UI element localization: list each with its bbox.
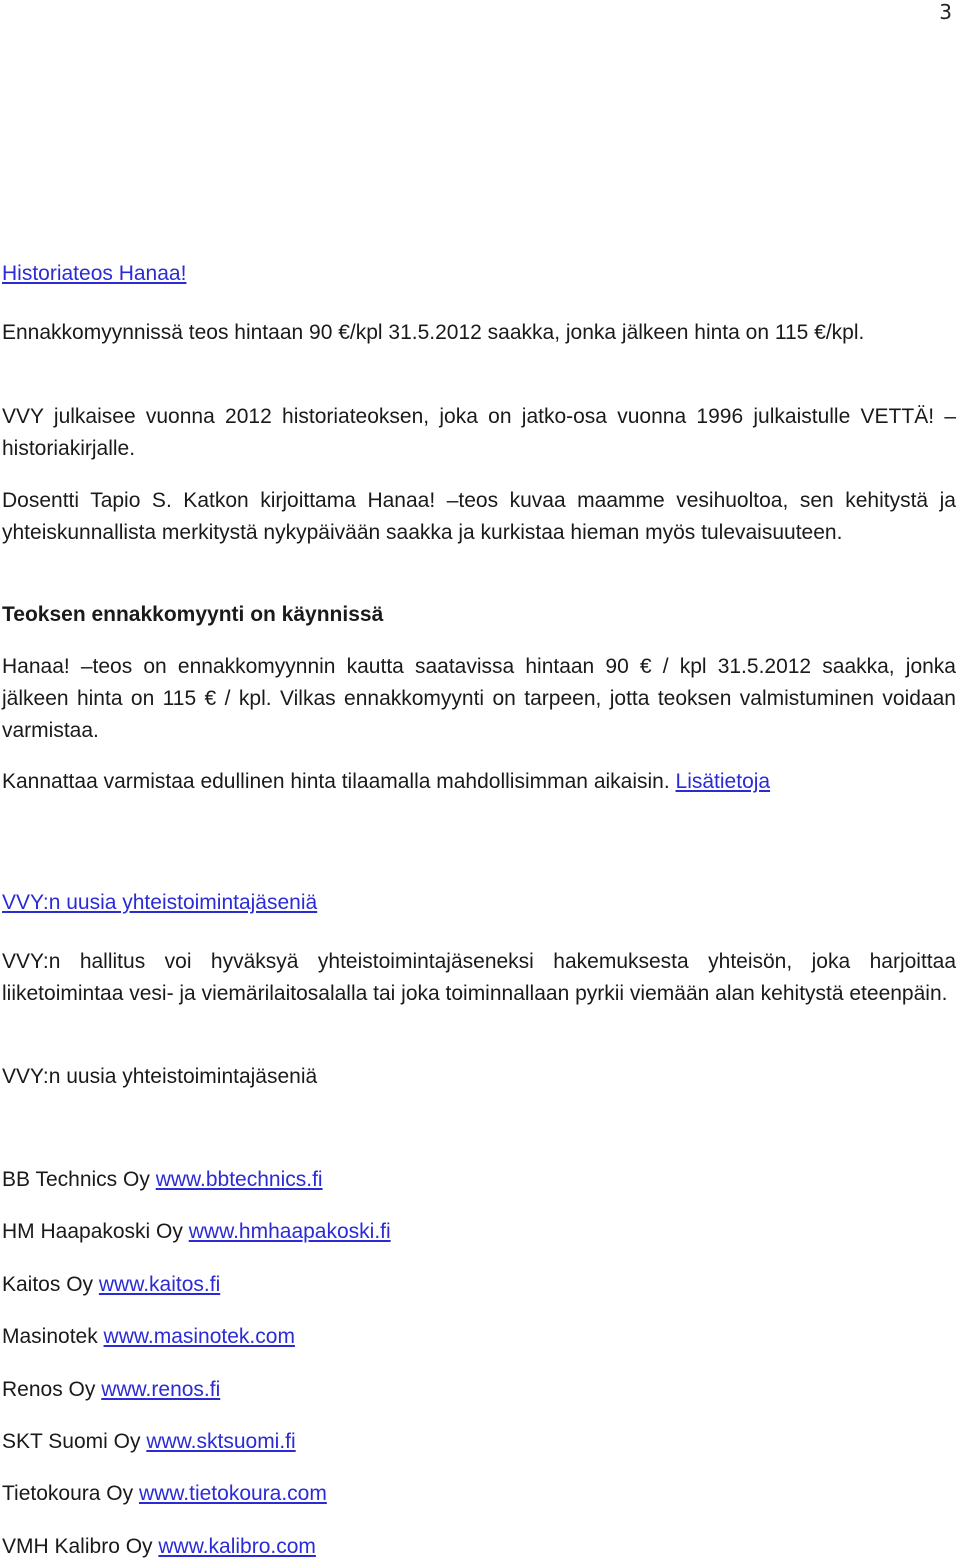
members-title-link[interactable]: VVY:n uusia yhteistoimintajäseniä [2, 891, 318, 914]
members-intro-paragraph: VVY:n hallitus voi hyväksyä yhteistoimintajäseneksi hakemuksesta yhteisön, joka harjoittaa liiketoimintaa vesi- ja viemärilaitosalalla tai joka toiminnallaan pyrkii viemään alan kehitystä eteenpäin. [2, 950, 956, 1005]
company-list-item [2, 1478, 327, 1510]
company-website-link[interactable]: www.kalibro.com [158, 1535, 316, 1558]
company-list-item [2, 1321, 295, 1353]
company-name: BB Technics Oy [2, 1168, 156, 1191]
company-website-link[interactable]: www.kaitos.fi [98, 1273, 221, 1296]
page-number: 3 [939, 0, 952, 24]
more-info-link[interactable]: Lisätietoja [675, 770, 771, 793]
company-website-link[interactable]: www.renos.fi [101, 1378, 221, 1401]
company-name: SKT Suomi Oy [2, 1430, 147, 1453]
company-list-item [2, 1164, 323, 1196]
company-list-item [2, 1216, 391, 1248]
company-list-item [2, 1531, 316, 1563]
book-intro-paragraph: VVY julkaisee vuonna 2012 historiateoksen, joka on jatko-osa vuonna 1996 julkaistulle VETTÄ! –historiakirjalle. [2, 405, 956, 460]
presale-paragraph: Hanaa! –teos on ennakkomyynnin kautta saatavissa hintaan 90 € / kpl 31.5.2012 saakka, jonka jälkeen hinta on 115 € / kpl. Vilkas ennakkomyynti on tarpeen, jotta teoksen valmistuminen voidaan varmistaa. [2, 655, 956, 742]
company-name: HM Haapakoski Oy [2, 1220, 189, 1243]
company-list-item [2, 1269, 220, 1301]
company-name: VMH Kalibro Oy [2, 1535, 159, 1558]
company-name: Kaitos Oy [2, 1273, 99, 1296]
members-list-heading: VVY:n uusia yhteistoimintajäseniä [2, 1065, 318, 1088]
book-description-paragraph: Dosentti Tapio S. Katkon kirjoittama Hanaa! –teos kuvaa maamme vesihuoltoa, sen kehitystä ja yhteiskunnallista merkitystä nykypäivään saakka ja kurkistaa hieman myös tulevaisuuteen. [2, 489, 956, 544]
company-website-link[interactable]: www.bbtechnics.fi [155, 1168, 323, 1191]
book-price-paragraph: Ennakkomyynnissä teos hintaan 90 €/kpl 31.5.2012 saakka, jonka jälkeen hinta on 115 €/kpl. [2, 321, 865, 344]
book-title-link[interactable]: Historiateos Hanaa! [2, 262, 187, 285]
company-website-link[interactable]: www.sktsuomi.fi [146, 1430, 296, 1453]
company-website-link[interactable]: www.hmhaapakoski.fi [188, 1220, 391, 1243]
company-name: Tietokoura Oy [2, 1482, 139, 1505]
company-list-item [2, 1374, 220, 1406]
order-early-paragraph [2, 766, 956, 798]
order-early-text: Kannattaa varmistaa edullinen hinta tilaamalla mahdollisimman aikaisin. [2, 770, 670, 793]
company-website-link[interactable]: www.masinotek.com [103, 1325, 295, 1348]
company-name: Renos Oy [2, 1378, 102, 1401]
company-name: Masinotek [2, 1325, 104, 1348]
presale-heading: Teoksen ennakkomyynti on käynnissä [2, 603, 384, 626]
company-website-link[interactable]: www.tietokoura.com [138, 1482, 327, 1505]
company-list-item [2, 1426, 296, 1458]
